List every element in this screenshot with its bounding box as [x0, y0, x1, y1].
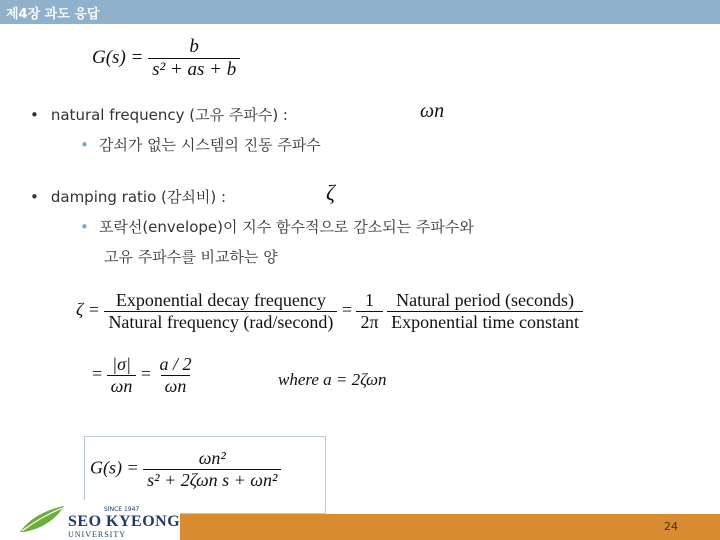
logo-name: SEO KYEONG: [68, 513, 181, 530]
where-clause: where a = 2ζωn: [278, 370, 387, 389]
chapter-title: 제4장 과도 응답: [6, 7, 100, 22]
sub-bullet-envelope: [80, 216, 474, 237]
zeta-symbol: ζ: [326, 180, 335, 205]
natural-period-numerator: Natural period (seconds): [396, 290, 575, 310]
tf-denominator: s² + as + b: [148, 58, 240, 81]
equals-sign: =: [140, 363, 152, 384]
zeta-lhs: ζ =: [76, 299, 100, 320]
bullet-text: damping ratio (감쇠비) :: [50, 188, 227, 206]
sigma-numerator: |σ|: [112, 354, 131, 374]
header-bar: [0, 0, 720, 24]
omega-n-denominator: ωn: [161, 375, 191, 397]
std-numerator: ωn²: [198, 448, 226, 468]
decay-frequency-numerator: Exponential decay frequency: [115, 290, 326, 310]
sub-bullet-undamped: [80, 134, 321, 155]
omega-n-symbol: ωn: [420, 100, 445, 122]
sigma-equation: [92, 354, 196, 397]
tf-lhs: G(s) =: [92, 46, 144, 68]
tf-numerator: b: [189, 36, 199, 57]
bullet-natural-frequency: [30, 104, 288, 125]
equals-sign: =: [92, 363, 103, 384]
bullet-dot: •: [30, 188, 39, 206]
time-constant-denominator: Exponential time constant: [387, 311, 583, 333]
transfer-function-equation: [92, 36, 240, 81]
logo-university: UNIVERSITY: [68, 530, 126, 539]
sub-bullet-continuation: 고유 주파수를 비교하는 양: [104, 248, 278, 266]
omega-n-denominator: ωn: [107, 375, 137, 397]
page-number: 24: [664, 520, 678, 533]
bullet-damping-ratio: [30, 186, 226, 207]
sub-bullet-text: 감쇠가 없는 시스템의 진동 주파수: [98, 136, 321, 154]
natural-frequency-denominator: Natural frequency (rad/second): [104, 311, 337, 333]
std-denominator: s² + 2ζωn s + ωn²: [143, 469, 281, 491]
zeta-definition-equation: [76, 290, 583, 333]
bullet-dot: •: [30, 106, 39, 124]
one-numerator: 1: [365, 290, 375, 310]
std-lhs: G(s) =: [90, 457, 139, 478]
logo-since: SINCE 1947: [104, 506, 140, 513]
bullet-text: natural frequency (고유 주파수) :: [50, 106, 288, 124]
standard-form-equation: [90, 448, 281, 491]
two-pi-denominator: 2π: [356, 311, 382, 333]
leaf-logo-icon: [18, 504, 66, 534]
a-half-numerator: a / 2: [159, 354, 192, 374]
sub-bullet-text: 포락선(envelope)이 지수 함수적으로 감소되는 주파수와: [98, 218, 474, 236]
equals-sign: =: [341, 299, 352, 320]
sub-bullet-dot: •: [80, 136, 89, 154]
sub-bullet-dot: •: [80, 218, 89, 236]
